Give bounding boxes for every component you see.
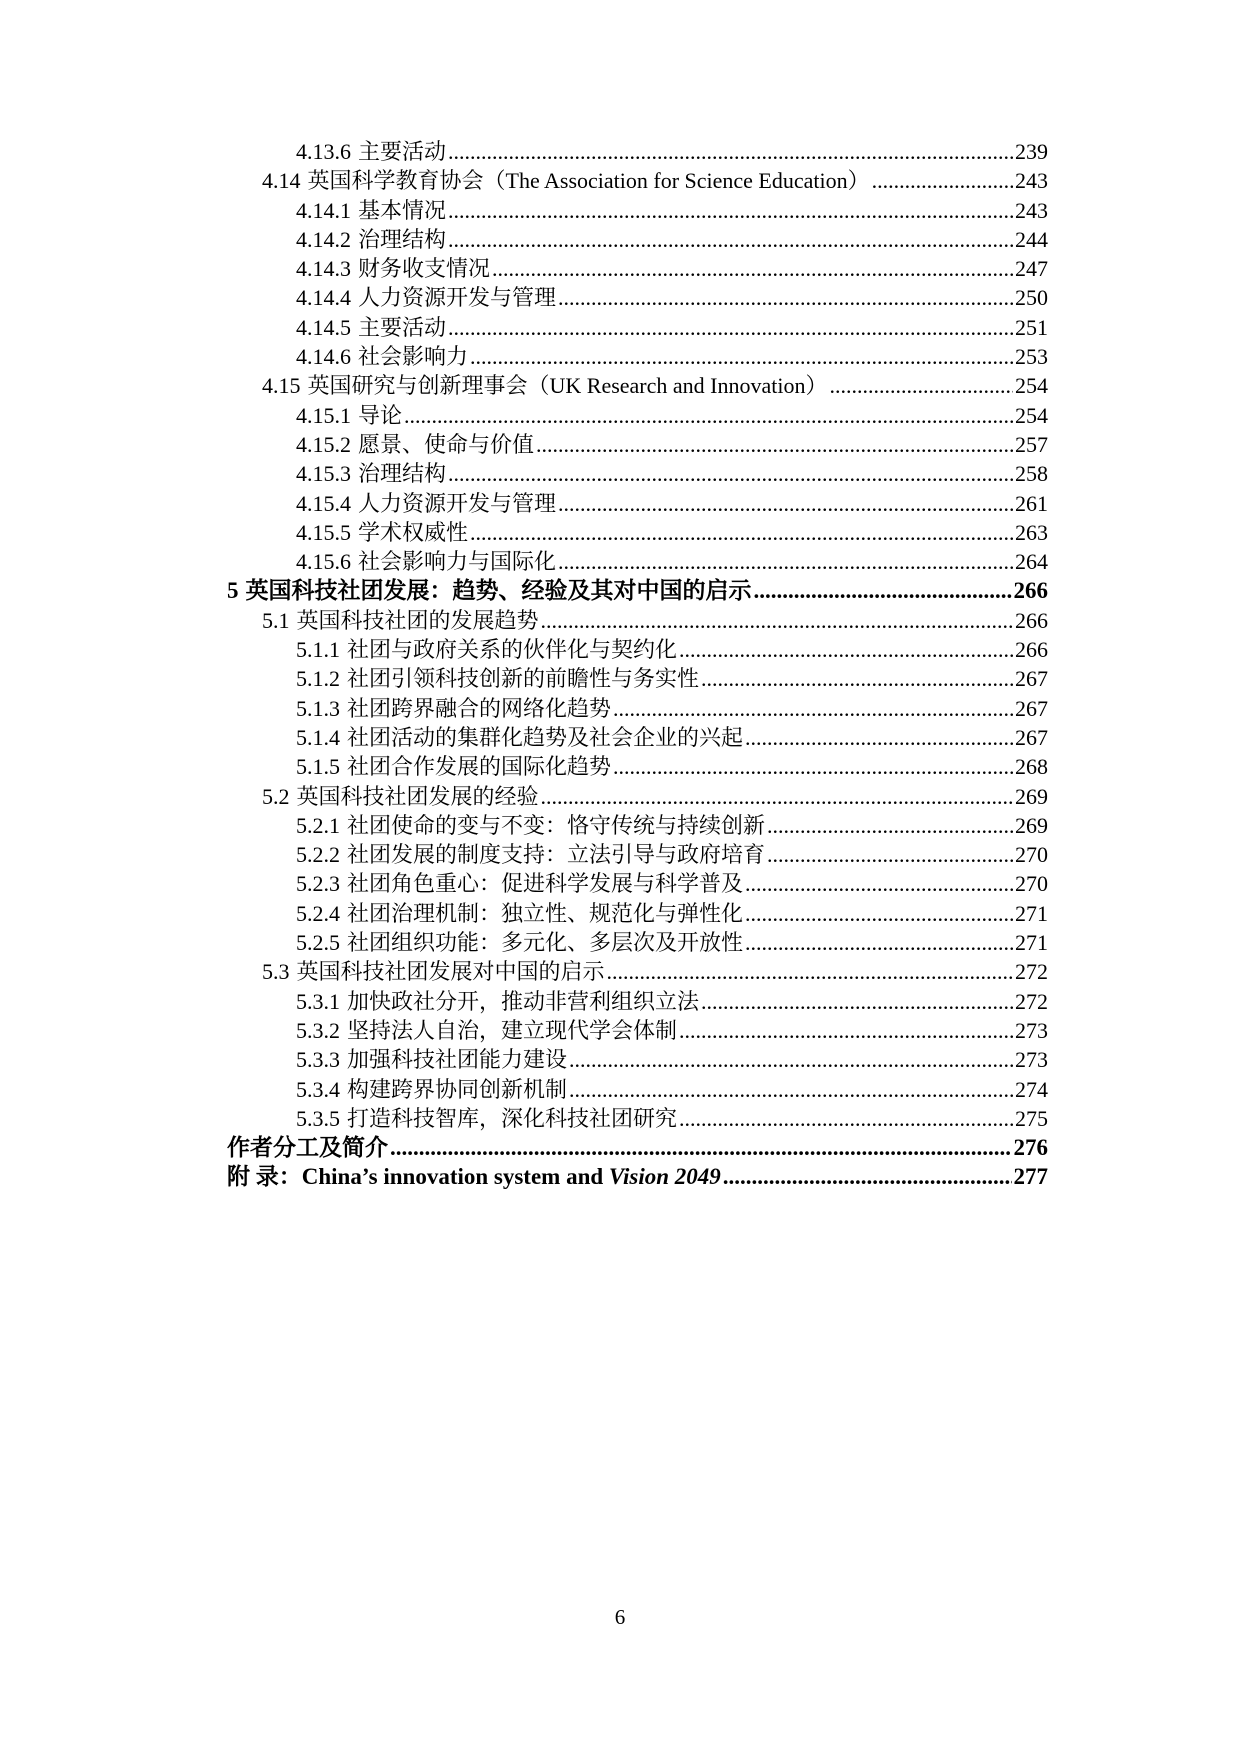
toc-entry [227, 840, 1048, 869]
toc-entry-number: 5.2.2 [296, 842, 340, 868]
toc-entry-page: 254 [1015, 373, 1048, 399]
toc-entry-title-text: 打造科技智库，深化科技社团研究 [347, 1105, 678, 1131]
toc-entry-page: 266 [1015, 637, 1048, 663]
toc-leader-dots [679, 1016, 1013, 1045]
toc-leader-dots [569, 1075, 1013, 1104]
toc-entry [227, 694, 1048, 723]
toc-entry [227, 166, 1048, 195]
toc-leader-dots [767, 811, 1013, 840]
toc-entry-title-text: 主要活动 [358, 314, 447, 340]
toc-entry-page: 271 [1015, 930, 1048, 956]
toc-entry-page: 270 [1015, 871, 1048, 897]
toc-leader-dots [745, 899, 1013, 928]
toc-entry-title [347, 987, 699, 1016]
toc-entry-number: 4.14 [262, 168, 301, 194]
toc-entry [227, 1162, 1048, 1191]
toc-entry-title [358, 313, 446, 342]
toc-entry-title [347, 1104, 677, 1133]
toc-leader-dots [723, 1162, 1012, 1191]
toc-entry [227, 1104, 1048, 1133]
toc-entry-title-text: 英国科技社团发展：趋势、经验及其对中国的启示 [245, 578, 752, 604]
toc-entry-title [347, 899, 743, 928]
toc-leader-dots [767, 840, 1013, 869]
toc-entry [227, 723, 1048, 752]
toc-entry-title-text: 加快政社分开，推动非营利组织立法 [347, 988, 700, 1014]
toc-leader-dots [470, 342, 1013, 371]
toc-entry [227, 518, 1048, 547]
toc-entry-title-text: 社团活动的集群化趋势及社会企业的兴起 [347, 724, 744, 750]
toc-entry-title-text: 作者分工及简介 [227, 1135, 388, 1161]
toc-leader-dots [558, 489, 1013, 518]
toc-entry-number: 5.1 [262, 607, 290, 633]
toc-entry [227, 1133, 1048, 1162]
toc-entry-page: 253 [1015, 344, 1048, 370]
toc-entry-title-text: 财务收支情况 [358, 256, 491, 282]
toc-entry-page: 257 [1015, 431, 1048, 457]
toc-entry [227, 459, 1048, 488]
toc-entry-title-text: 主要活动 [358, 139, 447, 164]
toc-entry-title [347, 840, 765, 869]
toc-entry-page: 274 [1015, 1076, 1048, 1102]
toc-leader-dots [829, 371, 1013, 400]
toc-entry-title [347, 928, 743, 957]
toc-entry-page: 258 [1015, 461, 1048, 487]
toc-entry-title [308, 166, 870, 195]
toc-entry-page: 267 [1015, 695, 1048, 721]
toc-leader-dots [536, 430, 1013, 459]
toc-entry-number: 5.1.3 [296, 695, 340, 721]
toc-entry [227, 987, 1048, 1016]
toc-entry-title-text: 基本情况 [358, 197, 447, 223]
toc-leader-dots [569, 1045, 1013, 1074]
toc-leader-dots [448, 137, 1013, 166]
toc-entry-page: 272 [1015, 959, 1048, 985]
toc-entry-title [347, 635, 677, 664]
toc-entry-page: 277 [1013, 1164, 1048, 1190]
toc-entry-title [358, 196, 446, 225]
toc-entry-title-text: 社团合作发展的国际化趋势 [347, 754, 612, 780]
toc-entry-title [358, 518, 468, 547]
toc-entry-number: 5.2 [262, 783, 290, 809]
toc-entry-page: 263 [1015, 519, 1048, 545]
toc-leader-dots [613, 752, 1013, 781]
toc-entry-title-text: 社团使命的变与不变：恪守传统与持续创新 [347, 812, 766, 838]
toc-entry-page: 273 [1015, 1047, 1048, 1073]
toc-entry-title [358, 547, 556, 576]
toc-entry [227, 957, 1048, 986]
toc-entry-title-text: 社团与政府关系的伙伴化与契约化 [347, 637, 678, 663]
page-number-footer: 6 [614, 1605, 626, 1629]
toc-entry-page: 243 [1015, 197, 1048, 223]
toc-leader-dots [745, 869, 1013, 898]
toc-entry-title [347, 1075, 567, 1104]
toc-entry-title [358, 430, 534, 459]
toc-entry-title [297, 606, 539, 635]
toc-entry-number: 4.14.1 [296, 197, 351, 223]
toc-leader-dots [558, 283, 1013, 312]
toc-entry-number: 4.15.5 [296, 519, 351, 545]
toc-entry-number: 5.1.4 [296, 724, 340, 750]
toc-entry-number: 5.3.2 [296, 1017, 340, 1043]
toc-leader-dots [448, 313, 1013, 342]
toc-entry-page: 272 [1015, 988, 1048, 1014]
toc-leader-dots [607, 957, 1013, 986]
toc-entry-title-italic: Vision 2049 [608, 1164, 721, 1190]
toc-entry-title [358, 283, 556, 312]
toc-entry-number: 5.2.3 [296, 871, 340, 897]
toc-entry [227, 869, 1048, 898]
toc-entry-number: 5 [227, 578, 239, 604]
toc-entry-title-text: 英国科技社团发展对中国的启示 [296, 959, 605, 985]
toc-entry-page: 250 [1015, 285, 1048, 311]
toc-entry-title-text: 人力资源开发与管理 [358, 490, 557, 516]
toc-entry-page: 270 [1015, 842, 1048, 868]
toc-leader-dots [541, 606, 1013, 635]
toc-leader-dots [541, 782, 1013, 811]
toc-entry [227, 313, 1048, 342]
toc-entry-title [347, 1045, 567, 1074]
toc-entry-number: 5.1.5 [296, 754, 340, 780]
toc-entry-page: 251 [1015, 314, 1048, 340]
toc-leader-dots [745, 723, 1013, 752]
toc-leader-dots [745, 928, 1013, 957]
toc-entry [227, 196, 1048, 225]
toc-entry-title [246, 576, 752, 605]
toc-leader-dots [679, 1104, 1013, 1133]
toc-entry-title-text: 社团治理机制：独立性、规范化与弹性化 [347, 900, 744, 926]
toc-entry [227, 371, 1048, 400]
toc-entry-number: 4.15 [262, 373, 301, 399]
toc-entry-title [308, 371, 828, 400]
toc-entry-title-text: 社团角色重心：促进科学发展与科学普及 [347, 871, 744, 897]
toc-entry-title-text: 加强科技社团能力建设 [347, 1047, 568, 1073]
toc-entry-page: 247 [1015, 256, 1048, 282]
toc-entry-page: 269 [1015, 783, 1048, 809]
toc-leader-dots [701, 664, 1013, 693]
toc-entry-number: 5.3.1 [296, 988, 340, 1014]
toc-entry-page: 275 [1015, 1105, 1048, 1131]
toc-entry [227, 489, 1048, 518]
toc-entry-title [347, 664, 699, 693]
toc-leader-dots [754, 576, 1012, 605]
toc-entry-number: 5.1.2 [296, 666, 340, 692]
toc-entry-page: 266 [1013, 578, 1048, 604]
toc-entry [227, 899, 1048, 928]
toc-entry [227, 1045, 1048, 1074]
toc-entry-page: 244 [1015, 226, 1048, 252]
toc-entry [227, 283, 1048, 312]
toc-entry-page: 267 [1015, 666, 1048, 692]
toc-entry-number: 5.1.1 [296, 637, 340, 663]
toc-entry-number: 4.14.3 [296, 256, 351, 282]
toc-entry-title-text: 社团发展的制度支持：立法引导与政府培育 [347, 842, 766, 868]
toc-entry [227, 635, 1048, 664]
toc-leader-dots [613, 694, 1013, 723]
toc-entry-title-text: 人力资源开发与管理 [358, 285, 557, 311]
toc-leader-dots [390, 1133, 1012, 1162]
toc-entry-title-text: 治理结构 [358, 461, 447, 487]
toc-entry-title [297, 957, 605, 986]
toc-entry-page: 268 [1015, 754, 1048, 780]
toc-entry-title [227, 1162, 721, 1191]
toc-entry-number: 4.15.3 [296, 461, 351, 487]
toc-entry-title-text: 社会影响力 [358, 344, 469, 370]
toc-entry-title [347, 694, 611, 723]
toc-leader-dots [448, 459, 1013, 488]
toc-leader-dots [448, 196, 1013, 225]
toc-entry-number: 4.14.2 [296, 226, 351, 252]
toc-entry-title-text: 愿景、使命与价值 [358, 431, 535, 457]
toc-entry-title [347, 752, 611, 781]
toc-entry-title [358, 459, 446, 488]
toc-entry-number: 5.3.5 [296, 1105, 340, 1131]
toc-entry-page: 271 [1015, 900, 1048, 926]
toc-entry-title [358, 342, 468, 371]
toc-entry [227, 1075, 1048, 1104]
toc-entry-number: 4.15.1 [296, 402, 351, 428]
toc-entry-number: 5.2.4 [296, 900, 340, 926]
toc-entry-number: 5.3 [262, 959, 290, 985]
toc-leader-dots [558, 547, 1013, 576]
toc-entry [227, 606, 1048, 635]
toc-entry-title [227, 1133, 388, 1162]
toc-entry [227, 664, 1048, 693]
toc-entry-title-text: 社会影响力与国际化 [358, 549, 557, 575]
toc-entry-title [347, 869, 743, 898]
toc-entry-title [358, 225, 446, 254]
toc-entry-title-text: 英国科技社团的发展趋势 [296, 607, 539, 633]
toc-leader-dots [470, 518, 1013, 547]
toc-leader-dots [404, 401, 1013, 430]
toc-entry-title-text: 治理结构 [358, 226, 447, 252]
toc-entry-page: 269 [1015, 812, 1048, 838]
toc-entry-title [358, 137, 446, 166]
toc-entry-title [347, 1016, 677, 1045]
toc-entry-title-text: 英国科学教育协会（The Association for Science Education） [307, 168, 870, 194]
toc-entry-title [347, 811, 765, 840]
toc-entry-title [347, 723, 743, 752]
table-of-contents [227, 137, 1048, 1192]
toc-entry-page: 264 [1015, 549, 1048, 575]
toc-entry [227, 782, 1048, 811]
toc-entry-number: 5.3.4 [296, 1076, 340, 1102]
toc-leader-dots [701, 987, 1013, 1016]
toc-entry-page: 273 [1015, 1017, 1048, 1043]
toc-entry-number: 4.14.6 [296, 344, 351, 370]
toc-entry-title [358, 254, 490, 283]
toc-entry-number: 4.13.6 [296, 139, 351, 164]
toc-entry-title-text: 学术权威性 [358, 519, 469, 545]
toc-entry [227, 1016, 1048, 1045]
toc-entry [227, 547, 1048, 576]
toc-entry [227, 752, 1048, 781]
toc-entry-number: 5.3.3 [296, 1047, 340, 1073]
toc-entry-number: 4.15.6 [296, 549, 351, 575]
toc-entry-title-text: 附 录：China’s innovation system and [227, 1164, 609, 1190]
toc-leader-dots [492, 254, 1013, 283]
toc-entry-title-text: 社团跨界融合的网络化趋势 [347, 695, 612, 721]
toc-entry-page: 266 [1015, 607, 1048, 633]
toc-entry-page: 276 [1013, 1135, 1048, 1161]
toc-leader-dots [448, 225, 1013, 254]
toc-entry [227, 254, 1048, 283]
toc-entry-title [358, 401, 402, 430]
toc-leader-dots [679, 635, 1013, 664]
toc-entry-page: 261 [1015, 490, 1048, 516]
toc-entry [227, 576, 1048, 605]
toc-entry [227, 342, 1048, 371]
toc-entry-number: 4.14.4 [296, 285, 351, 311]
toc-entry-number: 4.14.5 [296, 314, 351, 340]
toc-entry-title-text: 构建跨界协同创新机制 [347, 1076, 568, 1102]
toc-entry [227, 928, 1048, 957]
toc-entry-page: 267 [1015, 724, 1048, 750]
toc-entry-title-text: 导论 [358, 402, 403, 428]
toc-entry [227, 430, 1048, 459]
toc-entry-title-text: 英国科技社团发展的经验 [296, 783, 539, 809]
toc-entry-page: 243 [1015, 168, 1048, 194]
toc-entry-title-text: 英国研究与创新理事会（UK Research and Innovation） [307, 373, 828, 399]
toc-entry [227, 401, 1048, 430]
toc-entry-number: 4.15.2 [296, 431, 351, 457]
toc-entry-title [297, 782, 539, 811]
toc-entry [227, 811, 1048, 840]
toc-entry-page: 239 [1015, 139, 1048, 164]
toc-entry-title-text: 坚持法人自治，建立现代学会体制 [347, 1017, 678, 1043]
toc-entry-number: 5.2.1 [296, 812, 340, 838]
toc-entry [227, 137, 1048, 166]
toc-leader-dots [872, 166, 1013, 195]
toc-entry-number: 4.15.4 [296, 490, 351, 516]
toc-entry-title-text: 社团引领科技创新的前瞻性与务实性 [347, 666, 700, 692]
toc-entry [227, 225, 1048, 254]
toc-entry-title-text: 社团组织功能：多元化、多层次及开放性 [347, 930, 744, 956]
toc-entry-page: 254 [1015, 402, 1048, 428]
toc-entry-number: 5.2.5 [296, 930, 340, 956]
toc-entry-title [358, 489, 556, 518]
